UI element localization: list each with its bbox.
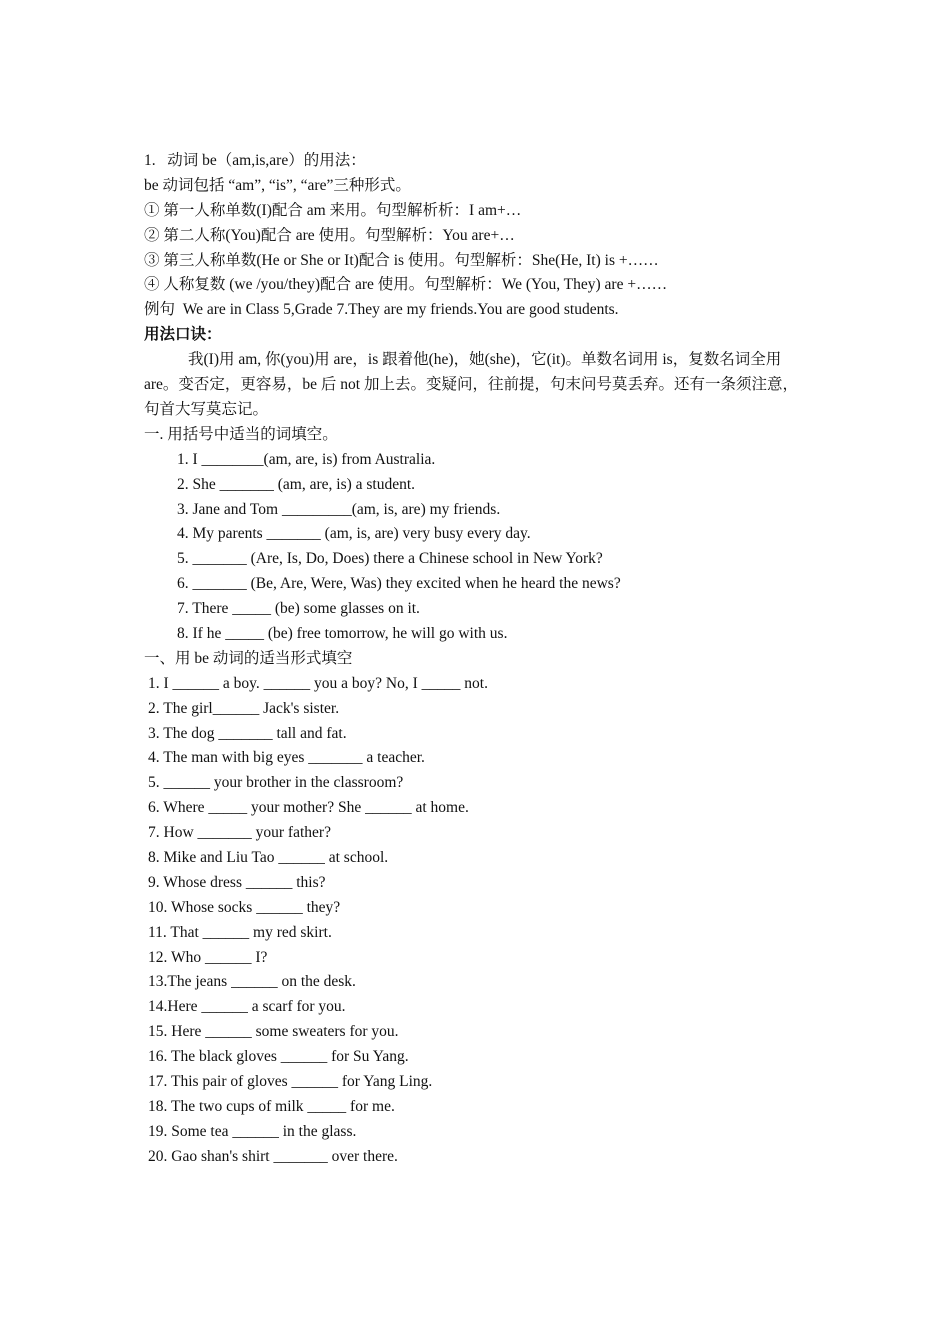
document-page [144, 149, 810, 1170]
rhyme-heading: 用法口诀： [144, 326, 222, 344]
exercise2-item: 19. Some tea ______ in the glass. [148, 1122, 357, 1140]
exercise1-item: 8. If he _____ (be) free tomorrow, he will go with us. [177, 624, 508, 642]
exercise2-item: 6. Where _____ your mother? She ______ at home. [148, 799, 469, 817]
rule-4: ④ 人称复数 (we /you/they)配合 are 使用。句型解析：We (You, They) are +…… [144, 276, 668, 294]
exercise1-item: 3. Jane and Tom _________(am, is, are) my friends. [177, 500, 501, 518]
exercise2-item: 13.The jeans ______ on the desk. [148, 973, 356, 991]
exercise2-heading: 一、用 be 动词的适当形式填空 [144, 649, 353, 667]
section-title: 1. 动词 be（am,is,are）的用法： [144, 152, 366, 169]
exercise2-item: 4. The man with big eyes _______ a teacher. [148, 749, 425, 767]
rule-1: ① 第一人称单数(I)配合 am 来用。句型解析析：I am+… [144, 201, 522, 219]
exercise2-item: 14.Here ______ a scarf for you. [148, 998, 346, 1016]
exercise2-item: 8. Mike and Liu Tao ______ at school. [148, 848, 389, 866]
exercise2-item: 9. Whose dress ______ this? [148, 873, 326, 891]
exercise1-heading: 一. 用括号中适当的词填空。 [144, 425, 338, 443]
rhyme-paragraph: 我(I)用 am, 你(you)用 are，is 跟着他(he)，她(she)，它(it)。单数名词用 is，复数名词全用 are。变否定，更容易，be 后 not 加上去。变疑问，往前提，句末问号莫丢弃。还有一条须注意，句首大写莫忘记。 [144, 351, 798, 418]
exercise2-item: 5. ______ your brother in the classroom? [148, 774, 404, 792]
rule-3: ③ 第三人称单数(He or She or It)配合 is 使用。句型解析：She(He, It) is +…… [144, 251, 659, 269]
exercise2-item: 15. Here ______ some sweaters for you. [148, 1023, 399, 1041]
exercise2-item: 7. How _______ your father? [148, 824, 331, 842]
exercise2-item: 12. Who ______ I? [148, 948, 268, 966]
exercise1-item: 7. There _____ (be) some glasses on it. [177, 600, 420, 618]
exercise1-item: 4. My parents _______ (am, is, are) very busy every day. [177, 525, 531, 543]
exercise2-item: 17. This pair of gloves ______ for Yang Ling. [148, 1073, 433, 1090]
exercise1-item: 2. She _______ (am, are, is) a student. [177, 475, 416, 493]
rule-2: ② 第二人称(You)配合 are 使用。句型解析：You are+… [144, 226, 515, 244]
exercise2-item: 3. The dog _______ tall and fat. [148, 724, 347, 742]
exercise2-item: 20. Gao shan's shirt _______ over there. [148, 1147, 398, 1165]
exercise1-item: 6. _______ (Be, Are, Were, Was) they excited when he heard the news? [177, 575, 621, 593]
example-sentence: 例句 We are in Class 5,Grade 7.They are my friends.You are good students. [144, 301, 619, 319]
exercise1-item: 5. _______ (Are, Is, Do, Does) there a Chinese school in New York? [177, 550, 603, 568]
exercise2-item: 18. The two cups of milk _____ for me. [148, 1097, 395, 1115]
exercise1-list [144, 448, 810, 647]
forms-sentence: be 动词包括 “am”, “is”, “are”三种形式。 [144, 176, 411, 194]
exercise2-item: 1. I ______ a boy. ______ you a boy? No, I _____ not. [148, 674, 488, 692]
exercise2-item: 11. That ______ my red skirt. [148, 923, 332, 941]
exercise1-item: 1. I ________(am, are, is) from Australia. [177, 450, 436, 468]
exercise2-item: 16. The black gloves ______ for Su Yang. [148, 1048, 409, 1066]
exercise2-item: 2. The girl______ Jack's sister. [148, 699, 340, 717]
exercise2-list [144, 672, 810, 1170]
exercise2-item: 10. Whose socks ______ they? [148, 898, 341, 916]
